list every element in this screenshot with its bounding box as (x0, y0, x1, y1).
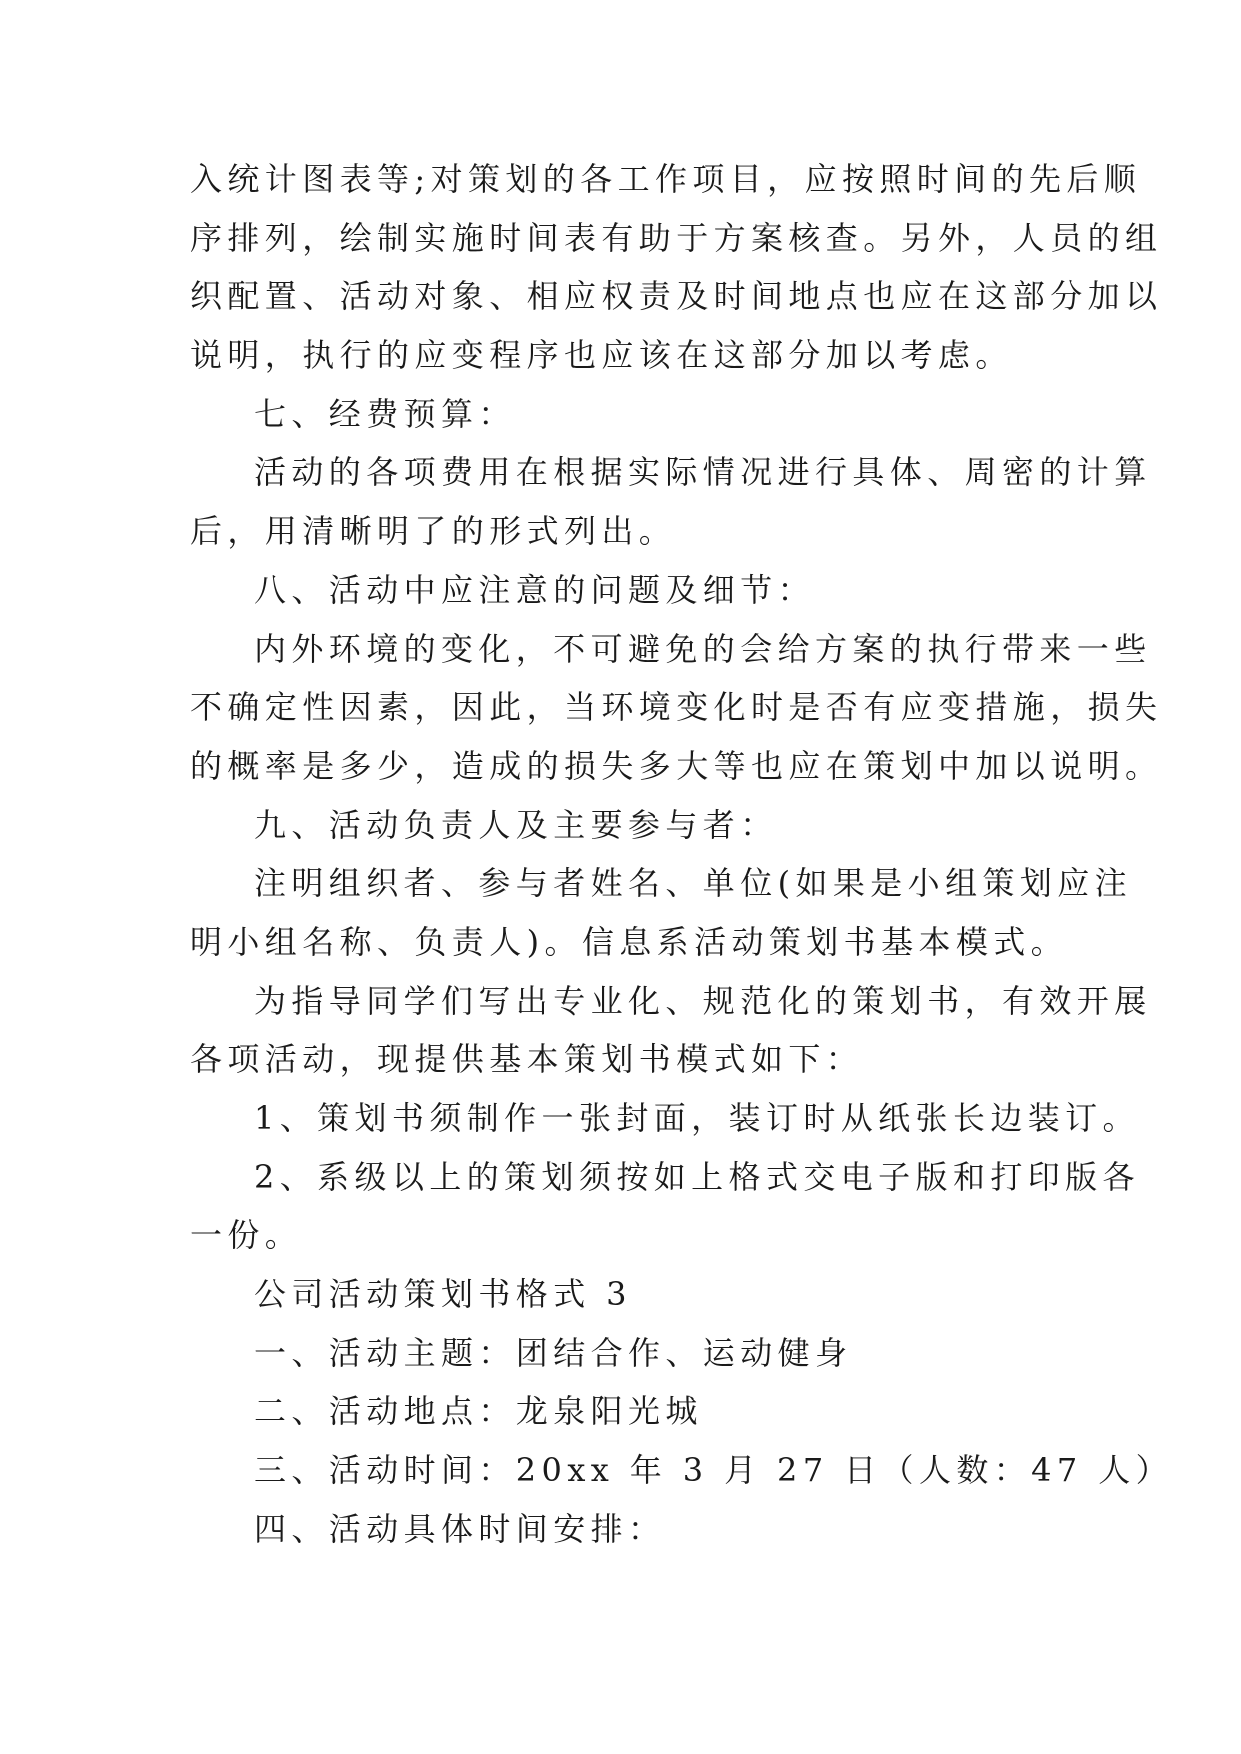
text-line: 八、活动中应注意的问题及细节： (254, 570, 816, 609)
text-line: 的概率是多少，造成的损失多大等也应在策划中加以说明。 (190, 746, 1163, 785)
text-line: 四、活动具体时间安排： (254, 1509, 666, 1548)
text-line: 七、经费预算： (254, 394, 516, 433)
text-line: 1、策划书须制作一张封面，装订时从纸张长边装订。 (254, 1099, 1140, 1137)
text-line: 注明组织者、参与者姓名、单位(如果是小组策划应注 (254, 864, 1133, 903)
text-line: 织配置、活动对象、相应权责及时间地点也应在这部分加以 (190, 277, 1163, 316)
text-line: 不确定性因素，因此，当环境变化时是否有应变措施，损失 (190, 688, 1163, 727)
text-line: 后，用清晰明了的形式列出。 (190, 512, 677, 551)
text-line: 内外环境的变化，不可避免的会给方案的执行带来一些 (254, 629, 1152, 668)
text-line: 二、活动地点：龙泉阳光城 (254, 1392, 703, 1431)
text-line: 各项活动，现提供基本策划书模式如下： (190, 1040, 864, 1079)
text-line: 2、系级以上的策划须按如上格式交电子版和打印版各 (254, 1157, 1140, 1196)
text-line: 三、活动时间：20xx 年 3 月 27 日（人数：47 人） (254, 1451, 1174, 1490)
text-line: 为指导同学们写出专业化、规范化的策划书，有效开展 (254, 981, 1152, 1020)
text-line: 序排列，绘制实施时间表有助于方案核查。另外，人员的组 (190, 218, 1163, 257)
text-line: 一、活动主题：团结合作、运动健身 (254, 1333, 853, 1372)
text-line: 公司活动策划书格式 3 (254, 1275, 632, 1314)
text-line: 说明，执行的应变程序也应该在这部分加以考虑。 (190, 336, 1013, 375)
document-body (190, 150, 1174, 1559)
text-line: 一份。 (190, 1216, 303, 1255)
text-line: 九、活动负责人及主要参与者： (254, 805, 778, 844)
text-line: 入统计图表等;对策划的各工作项目，应按照时间的先后顺 (190, 160, 1142, 198)
text-line: 活动的各项费用在根据实际情况进行具体、周密的计算 (254, 453, 1152, 492)
text-line: 明小组名称、负责人)。信息系活动策划书基本模式。 (190, 922, 1069, 961)
